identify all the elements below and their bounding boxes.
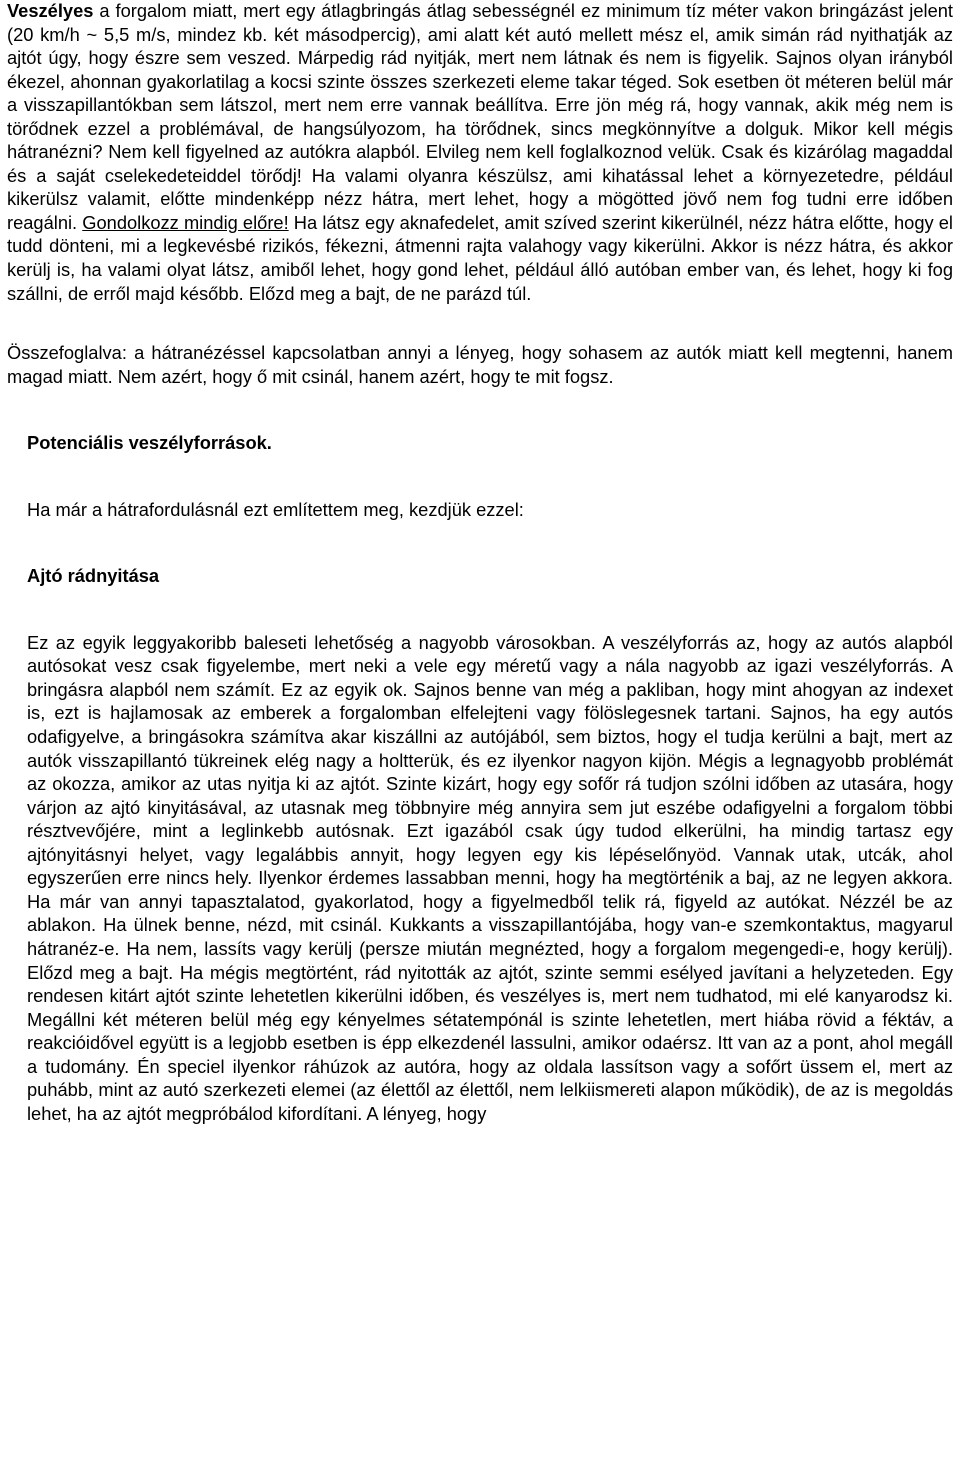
spacer (7, 305, 953, 341)
paragraph-door: Ez az egyik leggyakoribb baleseti lehetőség a nagyobb városokban. A veszélyforrás az, hogy az autós alapból autósokat vesz csak figyelembe, mert neki a vele egy méretű vagy a nála nagyobb az igazi veszélyforrás. A bringásra alapból nem számít. Ez az egyik ok. Sajnos benne van még a pakliban, hogy mint ahogyan az indexet is, ezt is hajlamosak az emberek a forgalomban elfelejteni vagy fölöslegesnek tartani. Sajnos, ha egy autós odafigyelve, a bringásokra számítva akar kiszállni az autójából, sem biztos, hogy el tudja kerülni a bajt, mert az autók visszapillantó tükreinek elég nagy a holtterük, és ez ilyenkor nagyon kijön. Mégis a legnagyobb problémát az okozza, amikor az utas nyitja ki az ajtót. Szinte kizárt, hogy egy sofőr rá tudjon szólni időben az utasára, hogy várjon az ajtó kinyitásával, az utasnak meg többnyire még annyira sem jut eszébe odafigyelni a forgalom többi résztvevőjére, mint a leglinkebb autósnak. Ezt igazából csak úgy tudod elkerülni, ha mindig tartasz egy ajtónyitásnyi helyet, vagy legalábbis annyit, hogy legyen egy kis lépéselőnyöd. Vannak utak, utcák, ahol egyszerűen erre nincs hely. Ilyenkor érdemes lassabban menni, hogy ha megtörténik a baj, az ne legyen akkora. Ha már van annyi tapasztalatod, gyakorlatod, hogy a figyelmedből telik rá, figyeld az autókat. Nézzél be az ablakon. Ha ülnek benne, nézd, mit csinál. Kukkants a visszapillantójába, hogy van-e szemkontaktus, magyarul hátranéz-e. Ha nem, lassíts vagy kerülj (persze miután megnézted, hogy a forgalom megengedi-e, hogy kerülj). Előzd meg a bajt. Ha mégis megtörtént, rád nyitották az ajtót, szinte semmi esélyed javítani a helyzeteden. Egy rendesen kitárt ajtót szinte lehetetlen kikerülni időben, és veszélyes is, mert nem tudhatod, mi elé kanyarodsz ki. Megállni két méteren belül még egy kényelmes sétatempónál is szinte lehetetlen, mert hiába rövid a féktáv, a reakcióidővel együtt is a legjobb esetben is épp elkezdenél lassulni, amikor odaérsz. Itt van az a pont, ahol megáll a tudomány. Én speciel ilyenkor ráhúzok az autóra, hogy az oldala lassítson vagy a sofőrt üssem el, mert az puhább, mint az autó szerkezeti elemei (az élettől az élettől, nem lelkiismereti alapon működik), de az is megoldás lehet, ha az ajtót megpróbálod kifordítani. A lényeg, hogy (27, 631, 953, 1124)
spacer (7, 521, 953, 564)
section-heading-sources: Potenciális veszélyforrások. (27, 432, 272, 454)
spacer (7, 455, 953, 498)
paragraph-summary: Összefoglalva: a hátranézéssel kapcsolatban annyi a lényeg, hogy sohasem az autók miatt kell megtenni, hanem magad miatt. Nem azért, hogy ő mit csinál, hanem azért, hogy te mit fogsz. (7, 342, 953, 387)
lead-bold-word: Veszélyes (7, 0, 94, 21)
paragraph-intro (7, 0, 953, 305)
spacer (7, 388, 953, 431)
paragraph-intro-text-1: a forgalom miatt, mert egy átlagbringás átlag sebességnél ez minimum tíz méter vakon bringázást jelent (20 km/h ~ 5,5 m/s, mindez kb. két másodpercig), ami alatt két autó mellett mész el, amik simán rád nyithatják az ajtót úgy, hogy észre sem veszed. Márpedig rád nyitják, mert nem látnak és nem is figyelik. Sajnos olyan irányból ékezel, ahonnan gyakorlatilag a kocsi szinte összes szerkezeti eleme takar téged. Sok esetben öt méteren belül már a visszapillantókban sem látszol, mert nem erre vannak beállítva. Erre jön még rá, hogy vannak, akik még nem is törődnek ezzel a problémával, de hangsúlyozom, ha törődnek, sincs megkönnyítve a dolguk. Mikor kell mégis hátranézni? Nem kell figyelned az autókra alapból. Elvileg nem kell foglalkoznod velük. Csak és kizárólag magaddal és a saját cselekedeteiddel törődj! Ha valami olyanra készülsz, ami kihatással lehet a környezetedre, például kikerülsz valamit, előtte mindenképp nézz hátra, mert lehet, hogy a mögötted jövő nem fog tudni erre időben reagálni. (7, 0, 953, 233)
section-heading-door: Ajtó rádnyitása (27, 565, 160, 587)
underlined-phrase: Gondolkozz mindig előre! (82, 211, 289, 233)
spacer (7, 588, 953, 631)
intro-line: Ha már a hátrafordulásnál ezt említettem meg, kezdjük ezzel: (27, 498, 524, 520)
paragraph-intro-text-2: Ha látsz egy aknafedelet, amit szíved szerint kikerülnél, nézz hátra előtte, hogy el tudd dönteni, mi a legkevésbé rizikós, fékezni, átmenni rajta valahogy vagy kikerülni. Akkor is nézz hátra, és akkor kerülj is, ha valami olyat látsz, amiből lehet, hogy gond lehet, például álló autóban ember van, és lehet, hogy ki fog szállni, de erről majd később. Előzd meg a bajt, de ne parázd túl. (7, 211, 953, 304)
